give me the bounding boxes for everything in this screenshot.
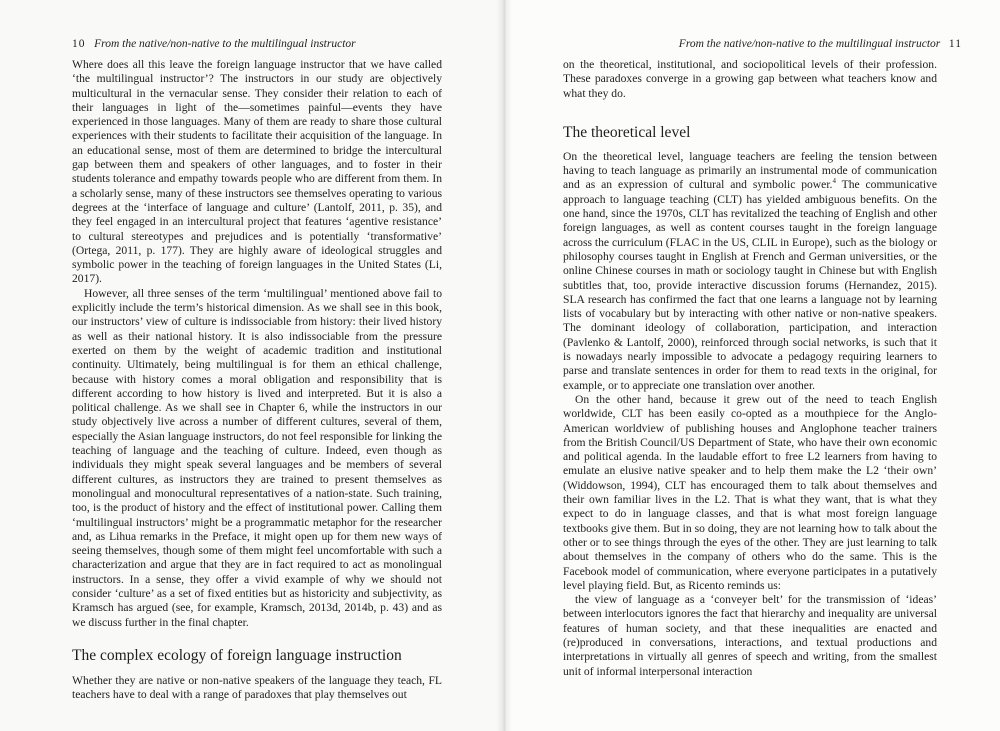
right-paragraph-2: On the other hand, because it grew out of the need to teach English worldwide, CLT has been easily co-opted as a mouthpiece for the Anglo-American worldview of publishing houses and Anglophone teacher trainers from the British Council/US Department of State, who have their own economic and political agenda. In the laudable effort to free L2 learners from having to emulate an elusive native speaker and to help them make the L2 ‘their own’ (Widdowson, 1994), CLT has encouraged them to talk about themselves and their own familiar lives in the L2. That is what they want, that is what they expect to do in language classes, and that is what most foreign language textbooks give them. But in so doing, they are not learning how to talk about the other or to see things through the eyes of the other. They are just learning to talk about themselves in the company of others who do the same. This is the Facebook model of communication, where everyone participates in a putatively level playing field. But, as Ricento reminds us: <box>563 392 937 592</box>
right-running-head <box>679 38 962 50</box>
left-paragraph-3: Whether they are native or non-native speakers of the language they teach, FL teachers have to deal with a range of paradoxes that play themselves out <box>72 673 442 702</box>
right-paragraph-1 <box>563 150 937 393</box>
right-page <box>503 0 1000 731</box>
right-continuation-paragraph: on the theoretical, institutional, and sociopolitical levels of their profession. These paradoxes converge in a growing gap between what teachers know and what they do. <box>563 58 937 100</box>
section-heading-theoretical-level: The theoretical level <box>563 123 691 141</box>
footnote-marker: 4 <box>832 177 836 186</box>
right-body-text <box>563 58 937 679</box>
left-paragraph-2: However, all three senses of the term ‘multilingual’ mentioned above fail to explicitly include the term’s historical dimension. As we shall see in this book, our instructors’ view of culture is indissociable from history: their lived history as well as their national history. It is also indissociable from the pressure exerted on them by the weight of academic tradition and institutional continuity. Ultimately, being multilingual is for them an ethical challenge, because with history comes a moral obligation and responsibility that is different according to how history is lived and interpreted. But it is also a political challenge. As we shall see in Chapter 6, while the instructors in our study objectively live across a number of different cultures, several of them, especially the Asian language instructors, do not feel responsible for linking the teaching of language and the teaching of culture. Indeed, even though as individuals they might speak several languages and be members of several different cultures, as instructors they are trained to present themselves as monolingual and monocultural representatives of a nation-state. Such training, too, is the product of history and the effect of institutional power. Calling them ‘multilingual instructors’ might be a programmatic metaphor for the researcher and, as Lihua remarks in the Preface, it might open up for them new ways of seeing themselves, though some of them might feel uncomfortable with such a characterization and argue that they are in fact required to act as monolingual instructors. In a sense, they offer a vivid example of why we should not consider ‘culture’ as a set of fixed entities but as historicity and subjectivity, as Kramsch has argued (see, for example, Kramsch, 2013d, 2014b, p. 43) and as we discuss further in the final chapter. <box>72 286 442 629</box>
right-paragraph-1-start: On the theoretical level, language teachers are feeling the tension between having to teach language as primarily an instrumental mode of communication and as an expression of cultural and symbolic power. <box>563 149 937 192</box>
right-running-title: From the native/non-native to the multilingual instructor <box>678 38 941 50</box>
left-page-number: 10 <box>72 38 86 50</box>
section-heading-complex-ecology: The complex ecology of foreign language instruction <box>72 646 402 664</box>
block-quote: the view of language as a ‘conveyer belt’ for the transmission of ‘ideas’ between interlocutors ignores the fact that hierarchy and inequality are universal features of human society, and that these inequalities are enacted and (re)produced in conversations, interactions, and textual productions and interpretations in virtually all genres of speech and writing, from the smallest unit of informal interpersonal interaction <box>563 593 937 678</box>
left-paragraph-1: Where does all this leave the foreign language instructor that we have called ‘the multilingual instructor’? The instructors in our study are objectively multicultural in the vernacular sense. They consider their relation to each of their languages in light of the—sometimes painful—events they have experienced in those languages. Many of them are ready to share those cultural experiences with their students to facilitate their acquisition of the language. In an educational sense, most of them are determined to bridge the intercultural gap between them and speakers of other languages, and to foster in their students tolerance and empathy towards people who are different from them. In a scholarly sense, many of these instructors see themselves operating to various degrees at the ‘interface of language and culture’ (Lantolf, 2011, p. 35), and they feel engaged in an intercultural project that features ‘agentive resistance’ to cultural stereotypes and prejudices and is potentially ‘transformative’ (Ortega, 2011, p. 177). They are highly aware of ideological struggles and symbolic power in the teaching of foreign languages in the United States (Li, 2017). <box>72 58 442 286</box>
right-paragraph-1-rest: The communicative approach to language teaching (CLT) has yielded ambiguous benefits. On the one hand, since the 1970s, CLT has revitalized the teaching of English and other foreign languages, as well as content courses taught in the foreign language across the curriculum (FLAC in the US, CLIL in Europe), such as the biology or philosophy courses taught in English at French and German universities, or the online Chinese courses in math or sociology taught in Chinese but with English subtitles that, too, provide interactive discussion forums (Hernandez, 2015). SLA research has confirmed the fact that one learns a language not by learning lists of vocabulary but by interacting with other native or non-native speakers. The dominant ideology of collaboration, participation, and interaction (Pavlenko & Lantolf, 2000), reinforced through social networks, is such that it is nowadays nearly impossible to advocate a pedagogy requiring learners to parse and translate sentences in order for them to read texts in the original, for example, or to appreciate one translation over another. <box>563 178 937 392</box>
book-gutter-shadow <box>496 0 512 731</box>
left-body-text <box>72 58 442 702</box>
left-running-head <box>72 38 356 50</box>
left-running-title: From the native/non-native to the multilingual instructor <box>94 38 356 50</box>
right-page-number: 11 <box>948 38 962 50</box>
